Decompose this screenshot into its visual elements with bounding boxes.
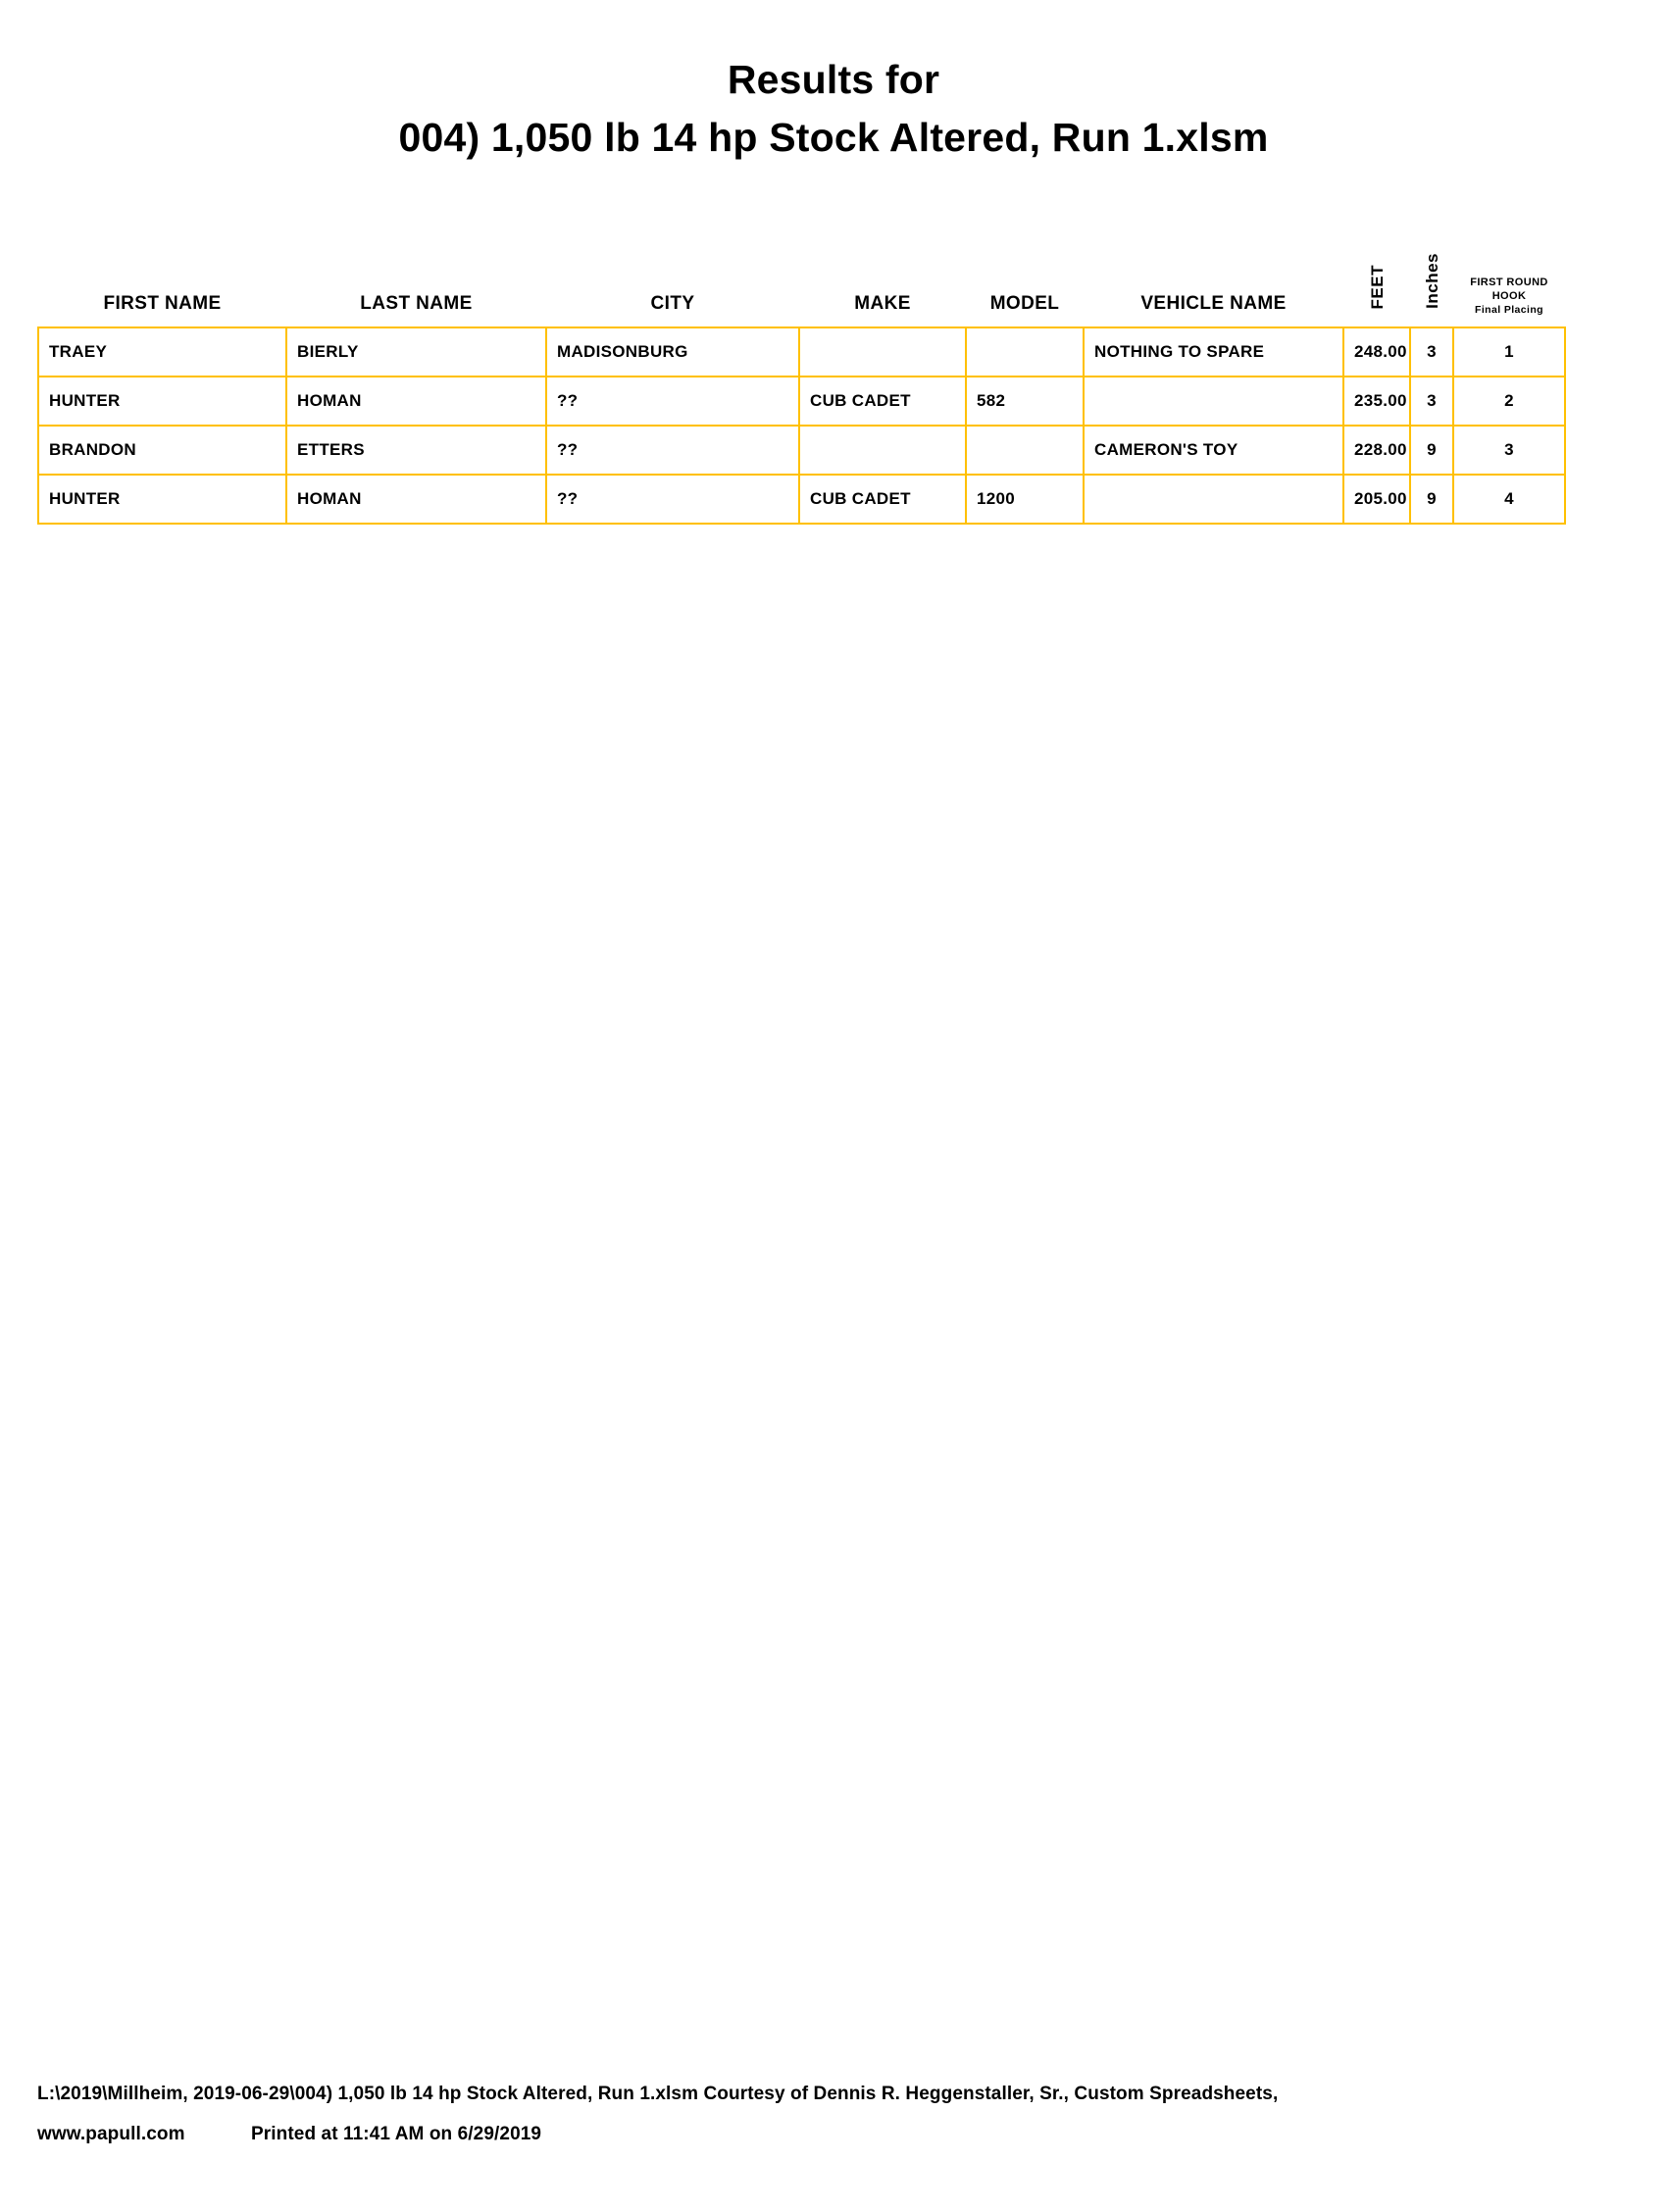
cell-vehicle-name: NOTHING TO SPARE <box>1084 327 1343 377</box>
cell-vehicle-name <box>1084 475 1343 524</box>
cell-first-name: BRANDON <box>38 426 286 475</box>
table-row <box>38 426 1565 475</box>
column-header-inches <box>1410 246 1453 327</box>
cell-first-name: TRAEY <box>38 327 286 377</box>
table-row <box>38 475 1565 524</box>
cell-make <box>799 327 966 377</box>
column-header-model: MODEL <box>989 293 1060 314</box>
column-header-placing-line2: HOOK <box>1491 290 1527 303</box>
results-table <box>37 246 1566 525</box>
cell-last-name: HOMAN <box>286 475 546 524</box>
cell-make <box>799 426 966 475</box>
column-header-city: CITY <box>650 293 695 314</box>
page-title <box>0 55 1667 162</box>
cell-feet: 228.00 <box>1343 426 1410 475</box>
cell-city: ?? <box>546 475 799 524</box>
results-page <box>0 55 1667 2212</box>
cell-vehicle-name <box>1084 377 1343 426</box>
footer-printed-timestamp: Printed at 11:41 AM on 6/29/2019 <box>251 2124 542 2144</box>
cell-last-name: HOMAN <box>286 377 546 426</box>
cell-inches: 9 <box>1410 475 1453 524</box>
footer-website: www.papull.com <box>37 2124 185 2144</box>
cell-first-name: HUNTER <box>38 475 286 524</box>
footer-meta <box>37 2125 1606 2143</box>
cell-model <box>966 327 1084 377</box>
cell-last-name: BIERLY <box>286 327 546 377</box>
title-primary: Results for <box>727 57 940 102</box>
cell-feet: 235.00 <box>1343 377 1410 426</box>
title-secondary: 004) 1,050 lb 14 hp Stock Altered, Run 1.xlsm <box>398 115 1269 161</box>
cell-city: MADISONBURG <box>546 327 799 377</box>
table-header-row <box>38 246 1565 327</box>
footer-file-path: L:\2019\Millheim, 2019-06-29\004) 1,050 lb 14 hp Stock Altered, Run 1.xlsm Courtesy of Dennis R. Heggenstaller, Sr., Custom Spreadsheets, <box>37 2084 1279 2104</box>
cell-final-placing: 1 <box>1453 327 1565 377</box>
page-footer <box>37 2085 1606 2143</box>
cell-make: CUB CADET <box>799 377 966 426</box>
cell-feet: 248.00 <box>1343 327 1410 377</box>
results-table-container <box>37 246 1564 525</box>
table-row <box>38 377 1565 426</box>
cell-model <box>966 426 1084 475</box>
column-header-inches-label: Inches <box>1422 253 1441 309</box>
cell-feet: 205.00 <box>1343 475 1410 524</box>
cell-final-placing: 3 <box>1453 426 1565 475</box>
cell-vehicle-name: CAMERON'S TOY <box>1084 426 1343 475</box>
results-table-body <box>38 327 1565 524</box>
column-header-first-name: FIRST NAME <box>103 293 222 314</box>
cell-inches: 3 <box>1410 377 1453 426</box>
column-header-make: MAKE <box>854 293 911 314</box>
cell-inches: 3 <box>1410 327 1453 377</box>
cell-model: 1200 <box>966 475 1084 524</box>
column-header-placing-line1: FIRST ROUND <box>1470 276 1548 289</box>
cell-city: ?? <box>546 377 799 426</box>
cell-inches: 9 <box>1410 426 1453 475</box>
cell-make: CUB CADET <box>799 475 966 524</box>
column-header-last-name: LAST NAME <box>360 293 473 314</box>
table-row <box>38 327 1565 377</box>
cell-final-placing: 4 <box>1453 475 1565 524</box>
column-header-feet <box>1343 246 1410 327</box>
cell-final-placing: 2 <box>1453 377 1565 426</box>
cell-last-name: ETTERS <box>286 426 546 475</box>
cell-first-name: HUNTER <box>38 377 286 426</box>
cell-model: 582 <box>966 377 1084 426</box>
column-header-final-placing <box>1453 246 1565 327</box>
cell-city: ?? <box>546 426 799 475</box>
column-header-placing-line3: Final Placing <box>1475 303 1543 316</box>
column-header-feet-label: FEET <box>1367 264 1387 309</box>
column-header-vehicle-name: VEHICLE NAME <box>1140 293 1287 314</box>
